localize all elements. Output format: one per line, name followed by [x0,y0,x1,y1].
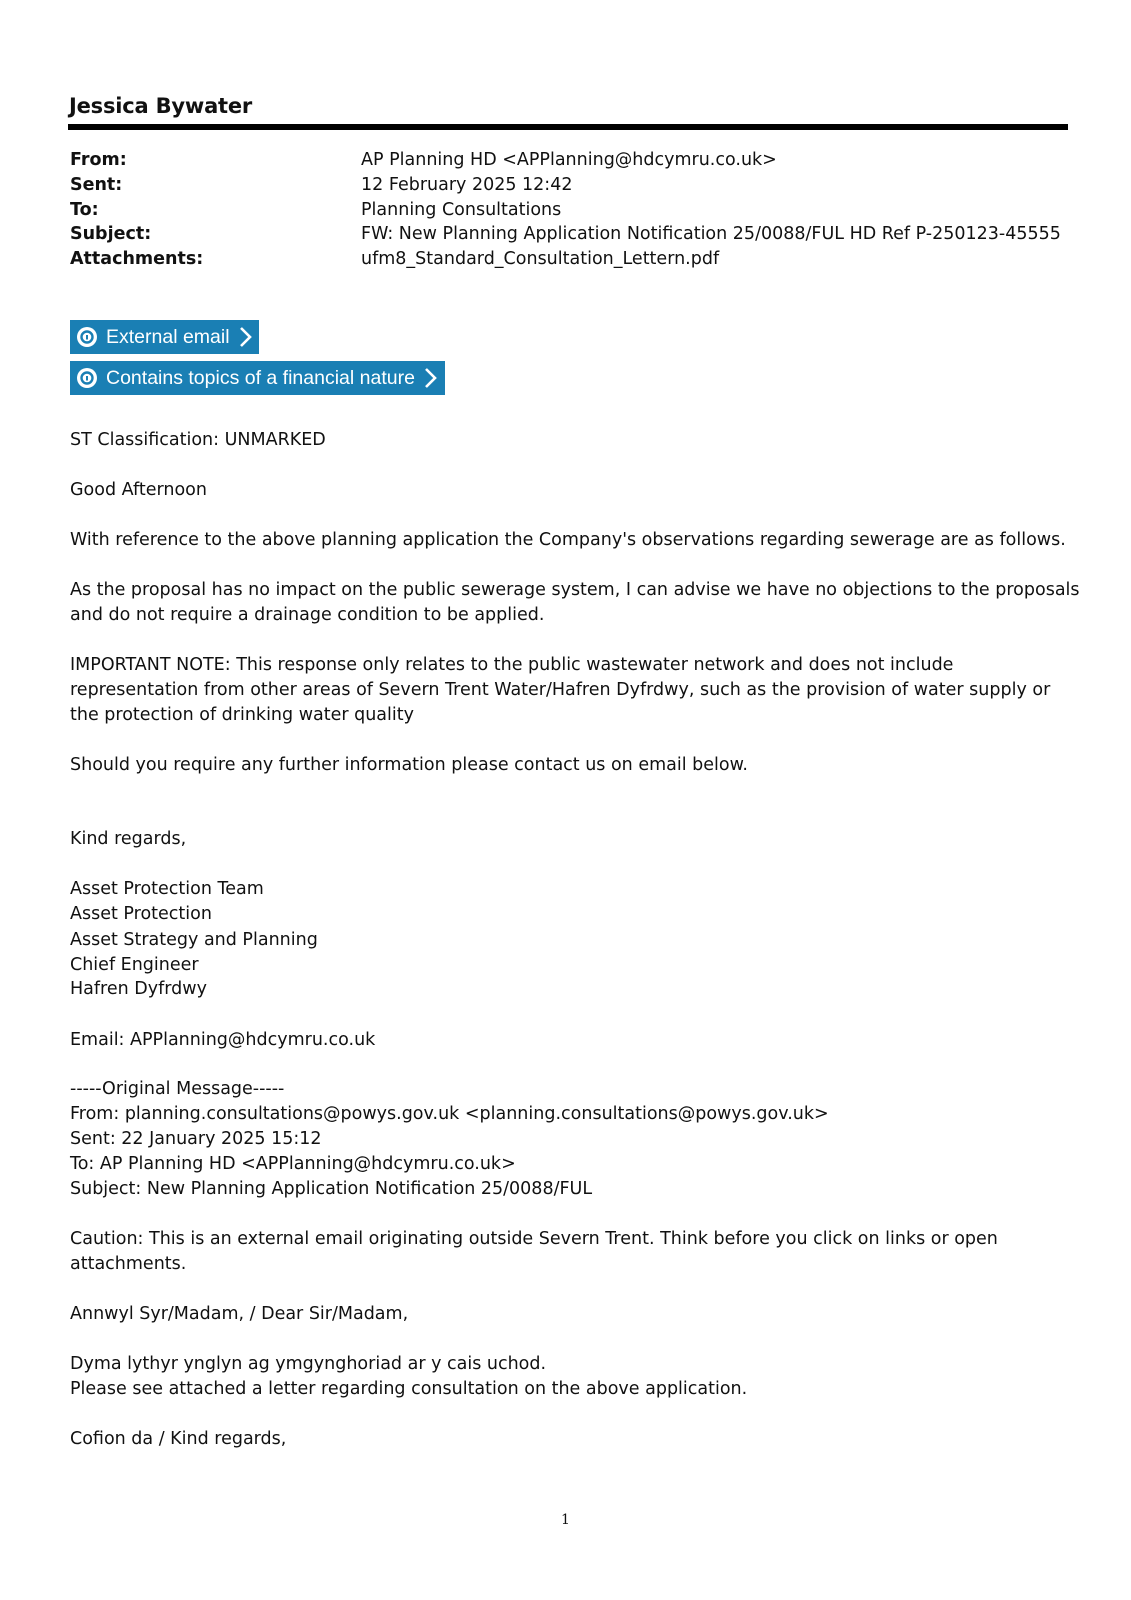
subject-label: Subject: [70,224,152,244]
from-label: From: [70,150,127,170]
body-paragraph: and do not require a drainage condition to be applied. [70,605,545,625]
signature-line: Asset Protection [70,904,212,924]
original-from: From: planning.consultations@powys.gov.uk <planning.consultations@powys.gov.uk> [70,1104,829,1124]
welsh-line: Dyma lythyr ynglyn ag ymgynghoriad ar y cais uchod. [70,1354,547,1374]
to-value: Planning Consultations [361,200,562,220]
original-message-separator: -----Original Message----- [70,1079,285,1099]
caution-notice: attachments. [70,1254,187,1274]
subject-value: FW: New Planning Application Notification 25/0088/FUL HD Ref P-250123-45555 [361,224,1061,244]
body-paragraph: With reference to the above planning application the Company's observations regarding sewerage are as follows. [70,530,1066,550]
to-label: To: [70,200,99,220]
salutation: Annwyl Syr/Madam, / Dear Sir/Madam, [70,1304,409,1324]
financial-topics-banner[interactable] [70,361,445,395]
page-owner-name: Jessica Bywater [69,94,253,118]
external-email-banner[interactable] [70,320,259,354]
caution-notice: Caution: This is an external email originating outside Severn Trent. Think before you click on links or open [70,1229,998,1249]
alert-badge-icon [76,367,98,389]
external-email-label: External email [106,325,230,348]
signature-line: Hafren Dyfrdwy [70,979,207,999]
from-value: AP Planning HD <APPlanning@hdcymru.co.uk> [361,150,777,170]
body-paragraph: Should you require any further information please contact us on email below. [70,755,748,775]
signature-email: Email: APPlanning@hdcymru.co.uk [70,1030,376,1050]
signature-line: Asset Strategy and Planning [70,930,318,950]
chevron-right-icon [423,367,437,389]
classification-line: ST Classification: UNMARKED [70,430,326,450]
alert-badge-icon [76,326,98,348]
important-note: the protection of drinking water quality [70,705,414,725]
sign-off: Kind regards, [70,829,187,849]
sent-label: Sent: [70,175,123,195]
important-note: IMPORTANT NOTE: This response only relates to the public wastewater network and does not include [70,655,954,675]
english-line: Please see attached a letter regarding consultation on the above application. [70,1379,748,1399]
sent-value: 12 February 2025 12:42 [361,175,573,195]
header-divider [68,124,1068,130]
signature-line: Chief Engineer [70,955,199,975]
financial-topics-label: Contains topics of a financial nature [106,366,415,389]
body-paragraph: As the proposal has no impact on the public sewerage system, I can advise we have no objections to the proposals [70,580,1080,600]
important-note: representation from other areas of Severn Trent Water/Hafren Dyfrdwy, such as the provision of water supply or [70,680,1051,700]
chevron-right-icon [238,326,252,348]
attachments-label: Attachments: [70,249,204,269]
signature-line: Asset Protection Team [70,879,264,899]
original-subject: Subject: New Planning Application Notification 25/0088/FUL [70,1179,593,1199]
page-number: 1 [561,1512,570,1528]
attachment-link[interactable]: ufm8_Standard_Consultation_Lettern.pdf [361,249,720,269]
greeting: Good Afternoon [70,480,207,500]
closing: Cofion da / Kind regards, [70,1429,287,1449]
original-sent: Sent: 22 January 2025 15:12 [70,1129,322,1149]
original-to: To: AP Planning HD <APPlanning@hdcymru.co.uk> [70,1154,516,1174]
